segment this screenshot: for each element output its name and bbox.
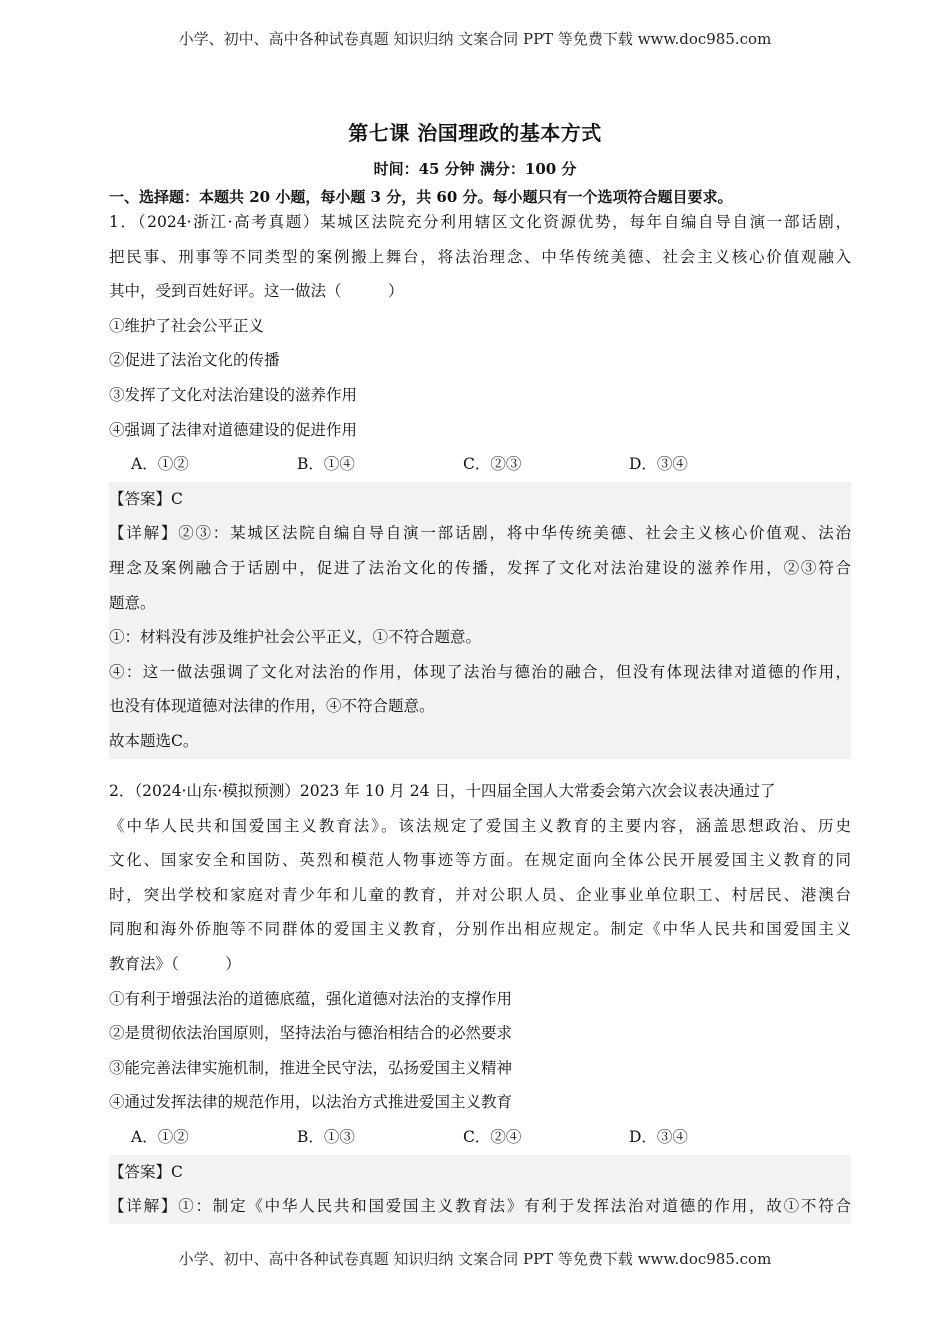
question-stem-line: 其中，受到百姓好评。这一做法（ ） <box>109 282 404 301</box>
section-heading: 一、选择题：本题共 20 小题，每小题 3 分，共 60 分。每小题只有一个选项符合题目要求。 <box>109 188 733 206</box>
statement-3: ③发挥了文化对法治建设的滋养作用 <box>109 385 358 404</box>
explanation-line: ①：材料没有涉及维护社会公平正义，①不符合题意。 <box>109 628 482 647</box>
answer-options <box>109 1120 851 1155</box>
option-c: C．②③ <box>463 455 522 474</box>
statement-1: ①有利于增强法治的道德底蕴，强化道德对法治的支撑作用 <box>109 989 513 1008</box>
option-b: B．①④ <box>297 455 355 474</box>
option-a: A．①② <box>131 1127 189 1146</box>
answer: 【答案】C <box>109 489 183 508</box>
statement-2: ②促进了法治文化的传播 <box>109 351 280 370</box>
question-stem-line: 把民事、刑事等不同类型的案例搬上舞台，将法治理念、中华传统美德、社会主义核心价值观融入 <box>109 247 851 266</box>
page-footer: 小学、初中、高中各种试卷真题 知识归纳 文案合同 PPT 等免费下载 www.doc985.com <box>178 1250 772 1268</box>
explanation-line: ④：这一做法强调了文化对法治的作用，体现了法治与德治的融合，但没有体现法律对道德的作用， <box>109 662 851 681</box>
question-stem-line: 时，突出学校和家庭对青少年和儿童的教育，并对公职人员、企业事业单位职工、村居民、港澳台 <box>109 885 851 904</box>
question-stem-line: 2．（2024·山东·模拟预测）2023 年 10 月 24 日，十四届全国人大常委会第六次会议表决通过了 <box>109 782 776 800</box>
answer-block <box>109 482 851 759</box>
option-d: D．③④ <box>629 1127 688 1146</box>
explanation-line: 理念及案例融合于话剧中，促进了法治文化的传播，发挥了文化对法治建设的滋养作用，②③符合 <box>109 558 851 577</box>
statement-3: ③能完善法律实施机制，推进全民守法，弘扬爱国主义精神 <box>109 1058 513 1077</box>
exam-info: 时间：45 分钟 满分：100 分 <box>373 160 577 178</box>
page-header: 小学、初中、高中各种试卷真题 知识归纳 文案合同 PPT 等免费下载 www.doc985.com <box>178 30 772 48</box>
statement-4: ④通过发挥法律的规范作用，以法治方式推进爱国主义教育 <box>109 1093 513 1112</box>
statement-2: ②是贯彻依法治国原则，坚持法治与德治相结合的必然要求 <box>109 1024 513 1043</box>
answer-options <box>109 447 851 482</box>
explanation-line: 【详解】②③：某城区法院自编自导自演一部话剧，将中华传统美德、社会主义核心价值观、法治 <box>109 524 851 543</box>
statement-1: ①维护了社会公平正义 <box>109 316 265 335</box>
option-c: C．②④ <box>463 1127 522 1146</box>
question-stem-line: 文化、国家安全和国防、英烈和模范人物事迹等方面。在规定面向全体公民开展爱国主义教育的同 <box>109 851 851 870</box>
question-stem-line: 《中华人民共和国爱国主义教育法》。该法规定了爱国主义教育的主要内容，涵盖思想政治、历史 <box>109 816 851 835</box>
explanation-line: 【详解】①：制定《中华人民共和国爱国主义教育法》有利于发挥法治对道德的作用，故①不符合 <box>109 1197 851 1216</box>
option-b: B．①③ <box>297 1127 355 1146</box>
statement-4: ④强调了法律对道德建设的促进作用 <box>109 420 358 439</box>
explanation-line: 故本题选C。 <box>109 731 199 750</box>
option-a: A．①② <box>131 455 189 474</box>
answer: 【答案】C <box>109 1162 183 1181</box>
option-d: D．③④ <box>629 455 688 474</box>
answer-block <box>109 1155 851 1224</box>
question-2 <box>109 774 851 1224</box>
question-1 <box>109 205 851 759</box>
question-stem-line: 1．（2024·浙江·高考真题）某城区法院充分利用辖区文化资源优势，每年自编自导自演一部话剧， <box>109 213 851 231</box>
page-title: 第七课 治国理政的基本方式 <box>348 121 602 145</box>
explanation-line: 题意。 <box>109 593 156 612</box>
question-stem-line: 教育法》（ ） <box>109 954 241 973</box>
question-stem-line: 同胞和海外侨胞等不同群体的爱国主义教育，分别作出相应规定。制定《中华人民共和国爱国主义 <box>109 920 851 939</box>
explanation-line: 也没有体现道德对法律的作用，④不符合题意。 <box>109 697 435 716</box>
